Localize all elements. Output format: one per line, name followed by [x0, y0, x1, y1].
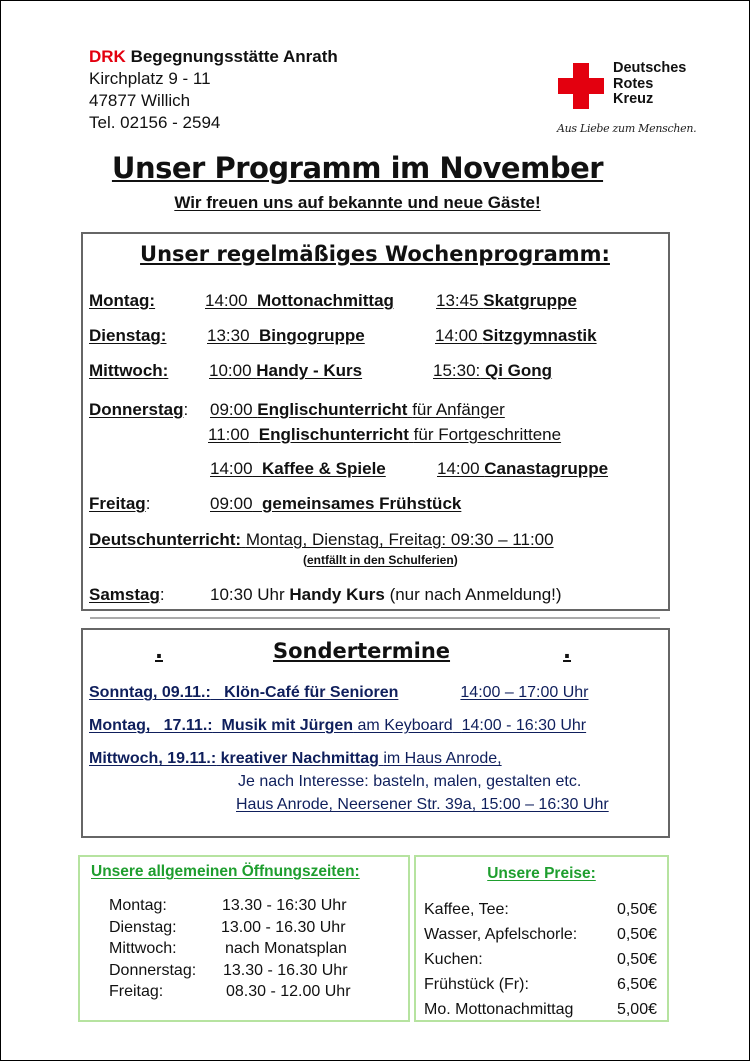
price-item: Wasser, Apfelschorle:: [424, 926, 578, 943]
red-cross-icon: [558, 63, 604, 109]
hours-time: nach Monatsplan: [225, 940, 347, 957]
special-event-3-line3: Haus Anrode, Neersener Str. 39a, 15:00 – 16:30 Uhr: [236, 796, 609, 813]
logo-text: [613, 61, 686, 108]
opening-hours-heading: Unsere allgemeinen Öffnungszeiten:: [91, 863, 360, 880]
price-item: Kaffee, Tee:: [424, 901, 509, 918]
hours-time: 13.30 - 16.30 Uhr: [223, 961, 348, 979]
price-item: Kuchen:: [424, 951, 483, 968]
special-event-3: Mittwoch, 19.11.: kreativer Nachmittag im Haus Anrode,: [89, 750, 502, 767]
price-value: 0,50€: [616, 926, 657, 943]
event-donnerstag-3: 14:00 Kaffee & Spiele: [210, 459, 386, 478]
german-class: Deutschunterricht: Montag, Dienstag, Freitag: 09:30 – 11:00: [89, 530, 554, 549]
event-samstag: 10:30 Uhr Handy Kurs (nur nach Anmeldung!): [210, 585, 562, 604]
page-title: Unser Programm im November: [111, 151, 604, 185]
phone: Tel. 02156 - 2594: [89, 113, 221, 132]
hours-day: Mittwoch:: [109, 940, 177, 957]
day-donnerstag: Donnerstag:: [89, 400, 189, 419]
address-city: 47877 Willich: [89, 91, 191, 110]
address-street: Kirchplatz 9 - 11: [89, 69, 211, 88]
special-event-1: Sonntag, 09.11.: Klön-Café für Senioren 14:00 – 17:00 Uhr: [89, 684, 589, 701]
org-title: Begegnungsstätte Anrath: [130, 47, 338, 66]
hours-time: 13.30 - 16:30 Uhr: [222, 897, 347, 914]
day-freitag: Freitag:: [89, 494, 151, 513]
opening-hours-days: [109, 895, 196, 1003]
brand-drk: DRK: [89, 47, 126, 66]
event-donnerstag-1: 09:00 Englischunterricht für Anfänger: [210, 400, 505, 419]
price-value: 6,50€: [616, 976, 657, 993]
org-name: [89, 46, 338, 67]
hours-time: 08.30 - 12.00 Uhr: [226, 983, 351, 1000]
prices-values: [600, 897, 657, 1022]
day-montag: Montag:: [89, 291, 156, 310]
logo-line-3: Kreuz: [613, 91, 654, 107]
logo-line-2: Rotes: [613, 75, 654, 92]
logo-slogan: Aus Liebe zum Menschen.: [557, 122, 697, 135]
event-montag-1: 14:00 Mottonachmittag: [205, 291, 394, 310]
price-value: 5,00€: [616, 1001, 657, 1018]
price-value: 0,50€: [616, 901, 657, 918]
page-subtitle: Wir freuen uns auf bekannte und neue Gäste!: [174, 193, 541, 212]
price-item: Frühstück (Fr):: [424, 976, 529, 993]
hours-day: Dienstag:: [109, 918, 177, 936]
hours-day: Freitag:: [109, 983, 164, 1000]
event-mittwoch-2: 15:30: Qi Gong: [433, 361, 553, 380]
event-montag-2: 13:45 Skatgruppe: [436, 291, 577, 310]
weekly-heading: Unser regelmäßiges Wochenprogramm:: [140, 242, 610, 266]
event-dienstag-2: 14:00 Sitzgymnastik: [435, 326, 597, 345]
day-dienstag: Dienstag:: [89, 326, 167, 345]
price-value: 0,50€: [616, 951, 657, 968]
hours-day: Donnerstag:: [109, 961, 197, 979]
logo-line-1: Deutsches: [613, 60, 687, 76]
hours-time: 13.00 - 16.30 Uhr: [221, 918, 346, 936]
hours-day: Montag:: [109, 897, 167, 914]
event-dienstag-1: 13:30 Bingogruppe: [207, 326, 365, 345]
special-heading: . Sondertermine .: [155, 639, 572, 663]
event-donnerstag-2: 11:00 Englischunterricht für Fortgeschrittene: [208, 425, 562, 444]
prices-heading: Unsere Preise:: [487, 865, 596, 882]
event-donnerstag-4: 14:00 Canastagruppe: [437, 459, 609, 478]
special-event-3-line2: Je nach Interesse: basteln, malen, gestalten etc.: [238, 773, 582, 790]
price-item: Mo. Mottonachmittag: [424, 1001, 574, 1018]
opening-hours-times: [222, 895, 351, 1003]
event-mittwoch-1: 10:00 Handy - Kurs: [209, 361, 363, 380]
section-divider: [90, 617, 660, 619]
german-class-note: (entfällt in den Schulferien): [303, 553, 458, 567]
prices-items: [424, 897, 577, 1022]
day-samstag: Samstag:: [89, 585, 165, 604]
day-mittwoch: Mittwoch:: [89, 361, 169, 380]
event-freitag-1: 09:00 gemeinsames Frühstück: [210, 494, 462, 513]
special-event-2: Montag, 17.11.: Musik mit Jürgen am Keyboard 14:00 - 16:30 Uhr: [89, 717, 587, 734]
